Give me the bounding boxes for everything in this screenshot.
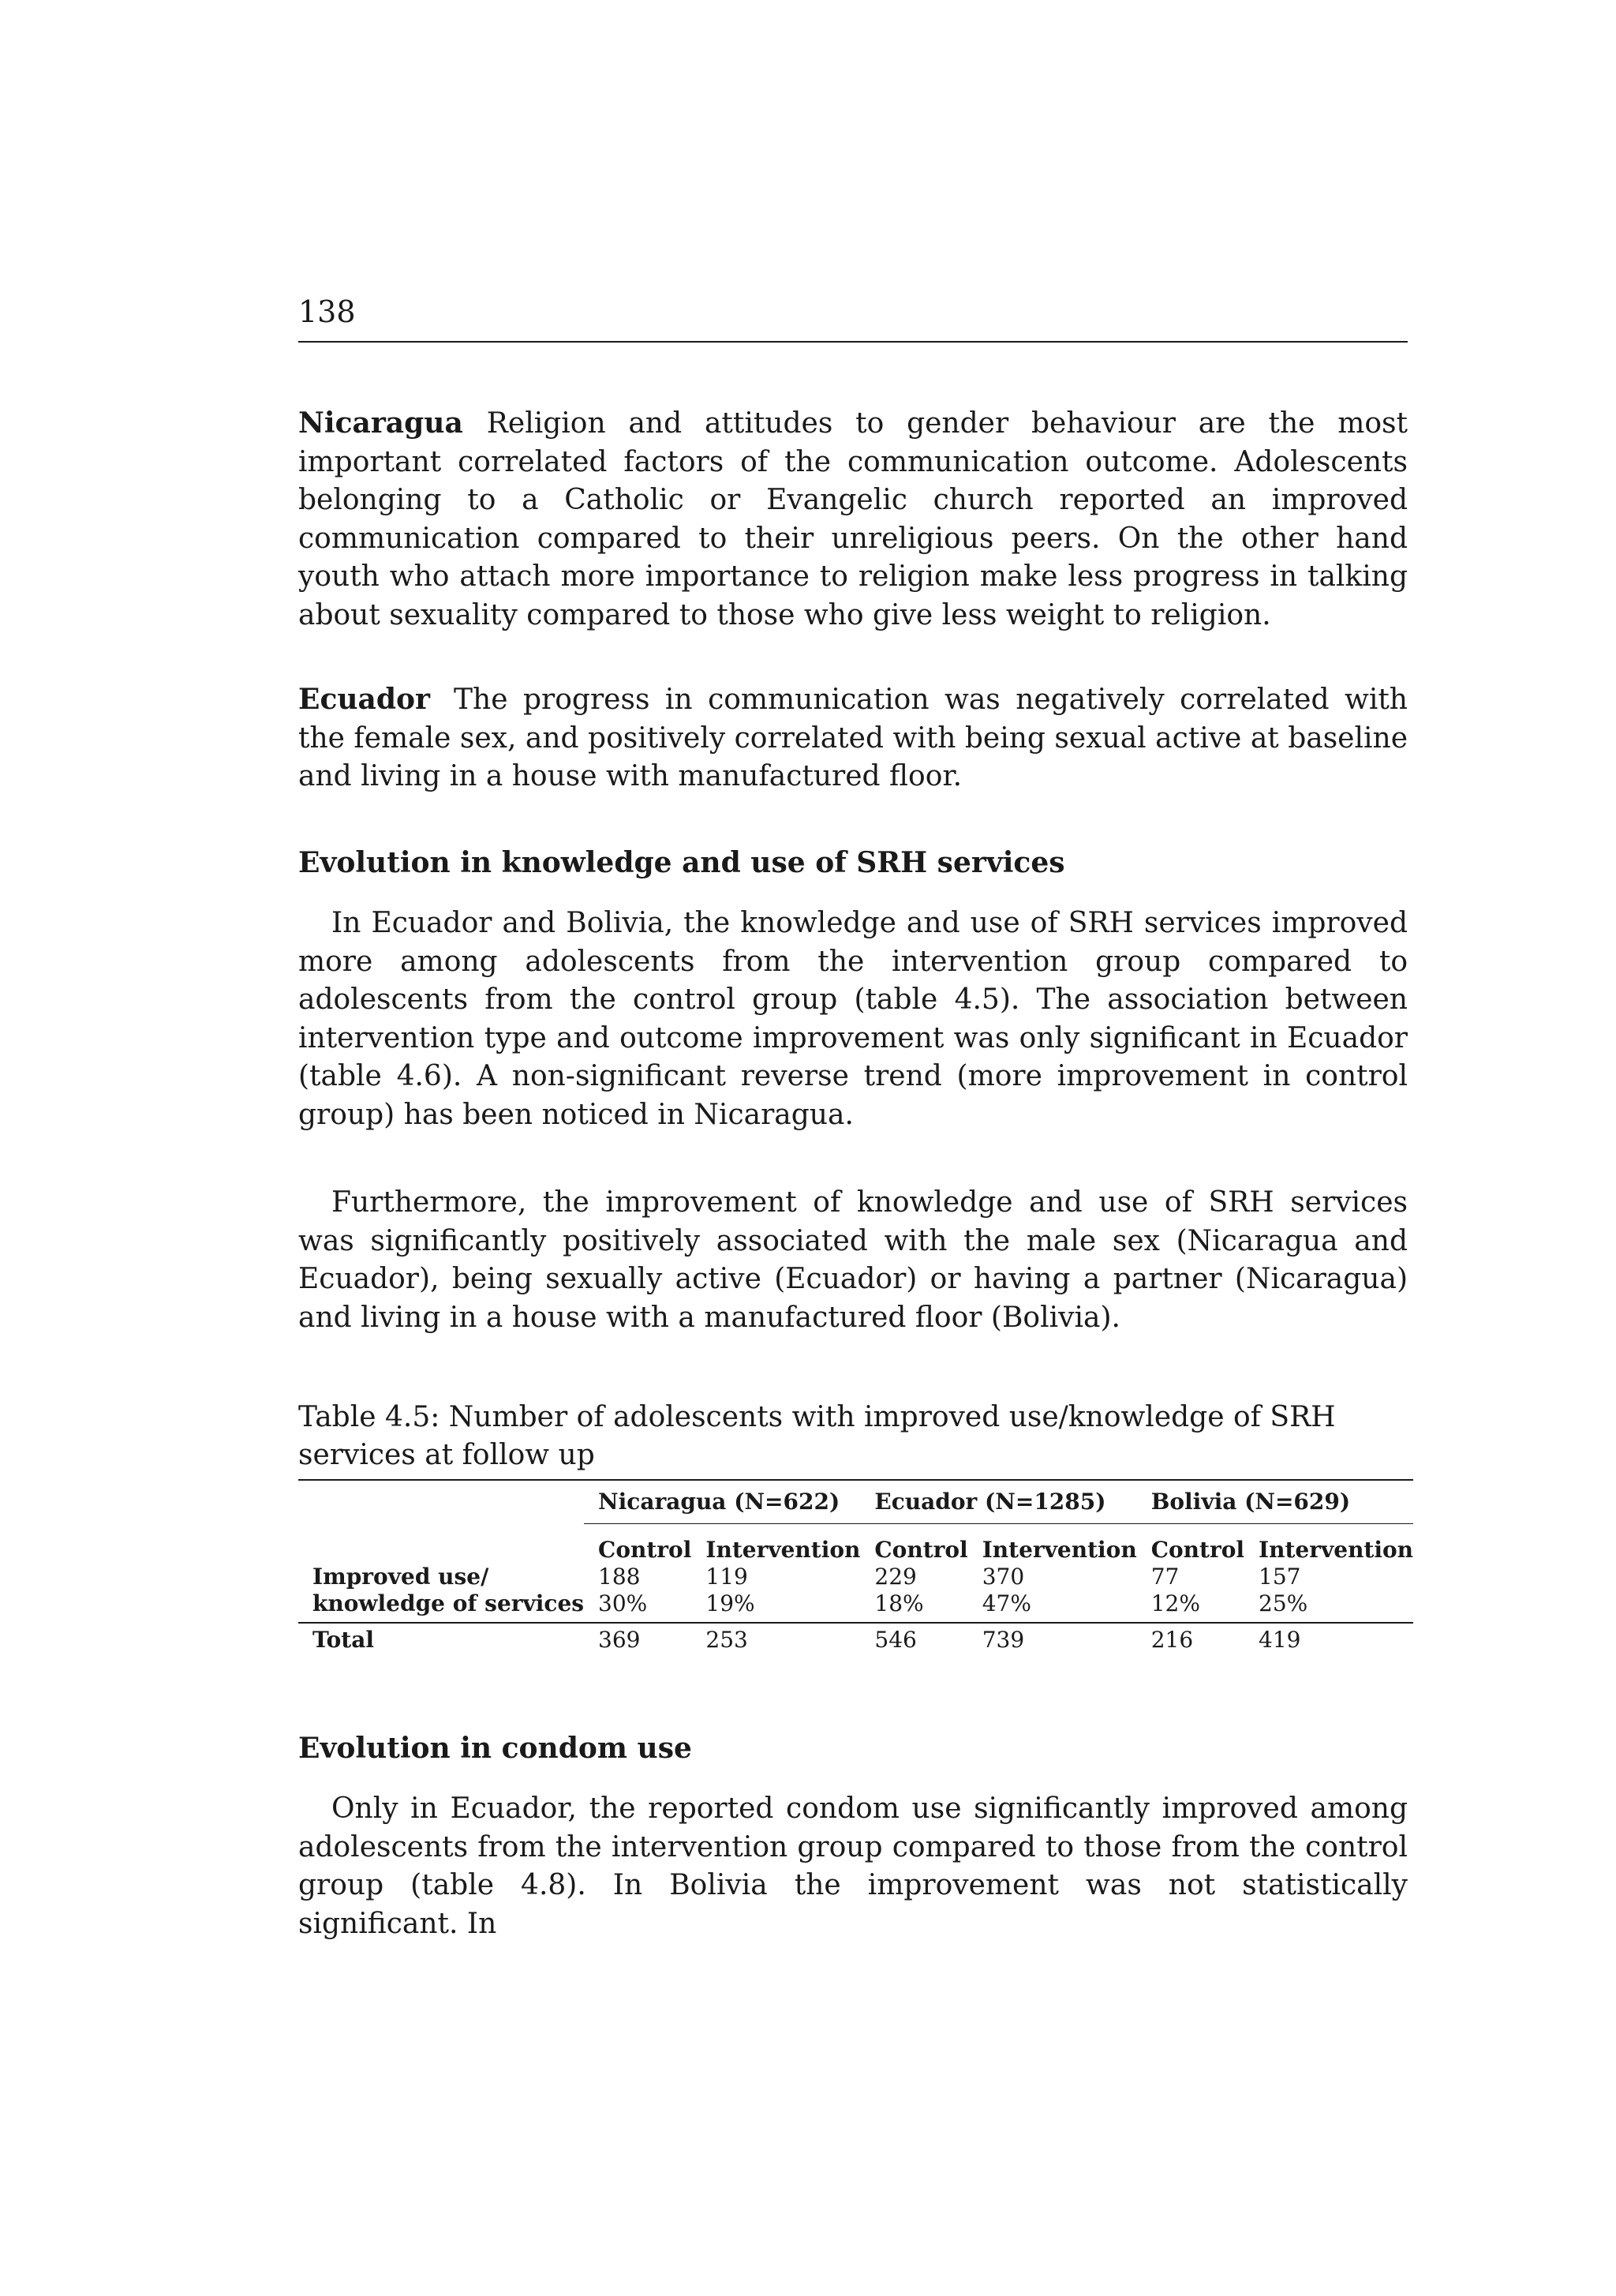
row-label: knowledge of services xyxy=(312,1590,585,1616)
table-cell: 47% xyxy=(982,1590,1031,1616)
table-cell: 12% xyxy=(1150,1590,1200,1616)
srh-paragraph-1: In Ecuador and Bolivia, the knowledge and use of SRH services improved more among adolescents from the intervention group compared to adolescents from the control group (table 4.5). The association between intervention type and outcome improvement was only significant in Ecuador (table 4.6). A non-significant reverse trend (more improvement in control group) has been noticed in Nicaragua. xyxy=(298,907,1408,1131)
table-cell: 25% xyxy=(1259,1590,1308,1616)
table-cell: 188 xyxy=(598,1564,641,1590)
condom-section-heading: Evolution in condom use xyxy=(298,1732,692,1765)
table-cell: 546 xyxy=(860,1623,967,1654)
table-subheader-row xyxy=(298,1524,1413,1564)
srh-section-heading: Evolution in knowledge and use of SRH services xyxy=(298,846,1065,879)
subheader-bolivia-intervention: Intervention xyxy=(1259,1537,1414,1563)
group-header-ecuador: Ecuador (N=1285) xyxy=(860,1480,1136,1524)
nicaragua-label: Nicaragua xyxy=(298,406,463,440)
table-row xyxy=(298,1564,1413,1590)
subheader-nicaragua-intervention: Intervention xyxy=(705,1537,861,1563)
subheader-bolivia-control: Control xyxy=(1150,1537,1245,1563)
table-total-row xyxy=(298,1623,1413,1654)
table-cell: 419 xyxy=(1244,1623,1413,1654)
table-row xyxy=(298,1590,1413,1623)
table-cell: 30% xyxy=(598,1590,648,1616)
table-cell: 216 xyxy=(1137,1623,1244,1654)
table-subheader-blank xyxy=(298,1524,584,1564)
row-label: Total xyxy=(298,1623,584,1654)
table-cell: 369 xyxy=(584,1623,691,1654)
table-cell: 157 xyxy=(1259,1564,1301,1590)
page-number: 138 xyxy=(298,294,356,329)
condom-paragraph: Only in Ecuador, the reported condom use significantly improved among adolescents from the intervention group compared to those from the control group (table 4.8). In Bolivia the improvement was not statistically significant. In xyxy=(298,1792,1408,1940)
table-cell: 229 xyxy=(874,1564,917,1590)
srh-paragraph-2: Furthermore, the improvement of knowledge and use of SRH services was significantly positively associated with the male sex (Nicaragua and Ecuador), being sexually active (Ecuador) or having a partner (Nicaragua) and living in a house with a manufactured floor (Bolivia). xyxy=(298,1186,1408,1334)
nicaragua-text: Religion and attitudes to gender behaviour are the most important correlated factors of the communication outcome. Adolescents belonging to a Catholic or Evangelic church reported an improved communication compared to their unreligious peers. On the other hand youth who attach more importance to religion make less progress in talking about sexuality compared to those who give less weight to religion. xyxy=(298,407,1408,631)
srh-services-table xyxy=(298,1479,1413,1654)
table-cell: 119 xyxy=(705,1564,748,1590)
table-group-header-row xyxy=(298,1480,1413,1524)
table-caption: Table 4.5: Number of adolescents with improved use/knowledge of SRH services at follow up xyxy=(298,1401,1336,1471)
table-cell: 253 xyxy=(691,1623,860,1654)
ecuador-paragraph xyxy=(298,680,1408,796)
subheader-ecuador-control: Control xyxy=(874,1537,968,1563)
table-cell: 19% xyxy=(705,1590,755,1616)
nicaragua-paragraph xyxy=(298,404,1408,635)
table-cell: 77 xyxy=(1150,1564,1180,1590)
header-rule xyxy=(298,341,1408,343)
subheader-nicaragua-control: Control xyxy=(598,1537,692,1563)
table-cell: 370 xyxy=(982,1564,1025,1590)
ecuador-label: Ecuador xyxy=(298,683,431,716)
ecuador-text: The progress in communication was negatively correlated with the female sex, and positively correlated with being sexual active at baseline and living in a house with manufactured floor. xyxy=(298,684,1408,793)
subheader-ecuador-intervention: Intervention xyxy=(982,1537,1137,1563)
group-header-bolivia: Bolivia (N=629) xyxy=(1137,1480,1413,1524)
table-cell: 739 xyxy=(968,1623,1137,1654)
group-header-nicaragua: Nicaragua (N=622) xyxy=(584,1480,860,1524)
table-cell: 18% xyxy=(874,1590,924,1616)
table-corner-cell xyxy=(298,1480,584,1524)
row-label: Improved use/ xyxy=(312,1564,489,1590)
